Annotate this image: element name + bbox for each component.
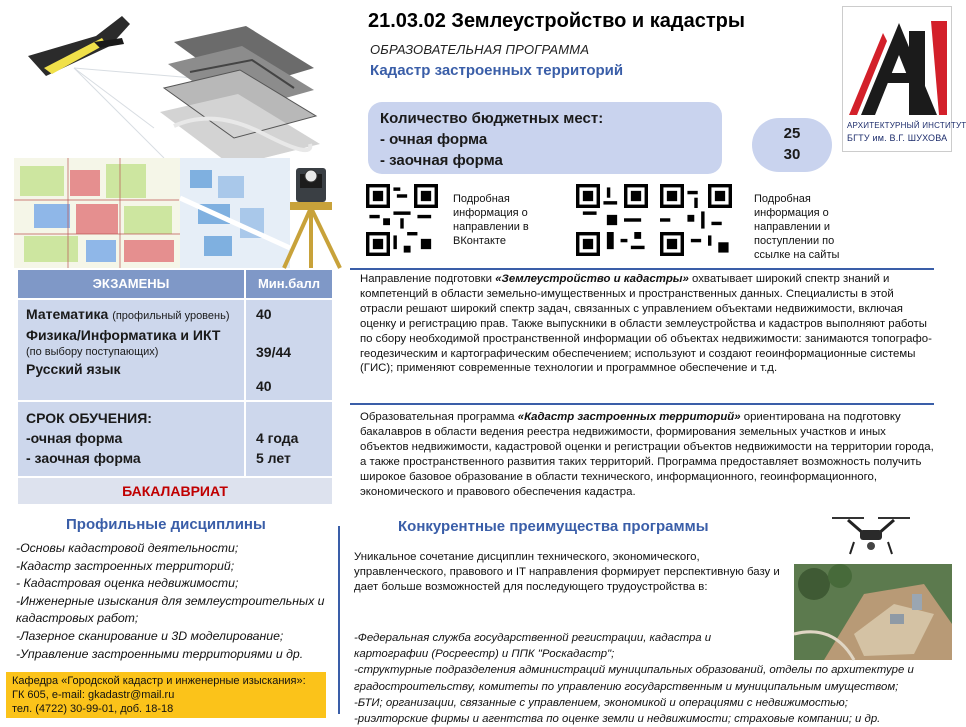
city-plan-image (180, 158, 290, 268)
cadastral-map-image (14, 158, 184, 268)
list-item: -Управление застроенными территориями и др. (16, 646, 304, 661)
advantages-intro: Уникальное сочетание дисциплин технического, экономического, управленческого, правового и IT направления формирует перспективную базу и дает больше возможностей для последующего трудоустройства в: (354, 551, 780, 593)
program-prefix: Образовательная программа (360, 411, 515, 423)
survey-drone-icon (28, 16, 130, 76)
disciplines-list (16, 540, 332, 663)
program-block-name: «Кадастр застроенных территорий» (517, 411, 741, 423)
direction-prefix: Направление подготовки (360, 273, 493, 285)
list-item: -структурные подразделения администраций муниципальных образований, отделы по архитектуре и градостроительству, комитеты по управлению государственным и муниципальным имуществом; (354, 664, 914, 693)
exams-header: ЭКЗАМЕНЫ (18, 270, 244, 298)
aerial-construction-photo (794, 564, 952, 660)
duration-full-time-value: 4 года (256, 430, 299, 446)
logo-line-2: БГТУ им. В.Г. ШУХОВА (847, 133, 948, 143)
program-type-label: ОБРАЗОВАТЕЛЬНАЯ ПРОГРАММА (370, 42, 590, 57)
map-layers-image (160, 26, 320, 166)
program-description (360, 410, 934, 499)
program-text: ориентирована на подготовку бакалавров в области ведения реестра недвижимости, формирования земельных участков и иных объектов недвижимости, кадастровой оценки и регистрации объектов недвижимости на территории города, а также пространственного развития таких территорий. Программа предоставляет возможность получить широкое базовое образование в области технического, информационного, геоинформационного, экономического и правового обеспечения кадастра. (360, 411, 934, 498)
exam-physics-score: 39/44 (256, 344, 292, 360)
budget-full-time-value: 25 (783, 125, 801, 142)
exam-math: Математика (26, 306, 109, 322)
budget-part-time: - заочная форма (380, 152, 503, 169)
direction-name: «Землеустройство и кадастры» (495, 273, 689, 285)
duration-title: СРОК ОБУЧЕНИЯ: (26, 410, 152, 426)
list-item: -Лазерное сканирование и 3D моделирование; (16, 628, 284, 643)
contacts-phone: тел. (4722) 30-99-01, доб. 18-18 (12, 703, 174, 715)
min-score-header: Мин.балл (246, 270, 332, 298)
page-title: 21.03.02 Землеустройство и кадастры (368, 10, 745, 32)
divider-middle (350, 403, 934, 405)
logo-line-1: АРХИТЕКТУРНЫЙ ИНСТИТУТ (847, 121, 966, 130)
exam-math-score: 40 (256, 306, 272, 322)
duration-part-time-value: 5 лет (256, 450, 291, 466)
disciplines-title: Профильные дисциплины (66, 516, 266, 533)
qr-code-site-2[interactable] (660, 184, 732, 256)
institute-emblem-icon (843, 11, 953, 123)
exam-math-note: (профильный уровень) (112, 310, 230, 322)
budget-places-values (752, 118, 832, 172)
qr-site-caption: Подробная информация о направлении и поступлении по ссылке на сайты (754, 193, 840, 261)
list-item: -Кадастр застроенных территорий; (16, 558, 235, 573)
list-item: -Основы кадастровой деятельности; (16, 541, 239, 555)
hero-illustration (14, 8, 354, 268)
qr-vk-caption: Подробная информация о направлении в ВКонтакте (453, 193, 529, 247)
qr-code-vk[interactable] (366, 184, 438, 256)
budget-part-time-value: 30 (783, 146, 801, 163)
quadcopter-icon (826, 512, 916, 558)
direction-text: охватывает широкий спектр знаний и компетенций в области земельно-имущественных и пространственных данных. Специалисты в этой отрасли решают широкий спектр задач, связанных с управлением объектами недвижимости, включая оценку и регистрацию прав. Также выпускники в области землеустройства и кадастров выполняют работы по сбору необходимой пространственной информации об объектах недвижимости: занимаются топографо-геодезическим и картографическим обеспечением; используют и создают геоинформационные системы (ГИС); применяют современные технологии и программное обеспечение и т.д. (360, 273, 932, 375)
vertical-divider (338, 526, 340, 714)
divider-top (350, 268, 934, 270)
institute-logo (842, 6, 966, 152)
list-item: - Кадастровая оценка недвижимости; (16, 576, 239, 591)
exam-physics: Физика/Информатика и ИКТ (26, 327, 221, 343)
budget-places-box (368, 102, 722, 174)
list-item: -БТИ; организации, связанные с управлением, экономикой и операциями с недвижимостью; (354, 696, 848, 709)
budget-heading: Количество бюджетных мест: (380, 110, 604, 127)
advantages-title: Конкурентные преимущества программы (398, 518, 709, 535)
exam-physics-note: (по выбору поступающих) (26, 346, 159, 358)
study-duration-labels (18, 402, 244, 476)
study-duration-values (246, 402, 332, 476)
contacts-department: Кафедра «Городской кадастр и инженерные изыскания»: ГК 605, e-mail: gkadastr@mail.ru (12, 675, 306, 701)
degree-label: БАКАЛАВРИАТ (18, 478, 332, 504)
qr-code-site-1[interactable] (576, 184, 648, 256)
program-name: Кадастр застроенных территорий (370, 62, 624, 79)
duration-part-time: - заочная форма (26, 450, 141, 466)
exams-list (18, 300, 244, 400)
budget-full-time: - очная форма (380, 131, 488, 148)
exam-russian: Русский язык (26, 361, 121, 377)
exam-scores (246, 300, 332, 400)
total-station-icon (284, 168, 340, 268)
duration-full-time: -очная форма (26, 430, 123, 446)
contacts-box (6, 672, 326, 718)
list-item: -Федеральная служба государственной регистрации, кадастра и картографии (Росреестр) и ППК "Роскадастр"; (354, 632, 712, 661)
list-item: -Инженерные изыскания для землеустроительных и кадастровых работ; (16, 593, 325, 626)
list-item: -риэлторские фирмы и агентства по оценке земли и недвижимости; страховые компании; и др. (354, 713, 881, 726)
exams-table (18, 270, 332, 478)
direction-description (360, 272, 932, 376)
exam-russian-score: 40 (256, 378, 272, 394)
